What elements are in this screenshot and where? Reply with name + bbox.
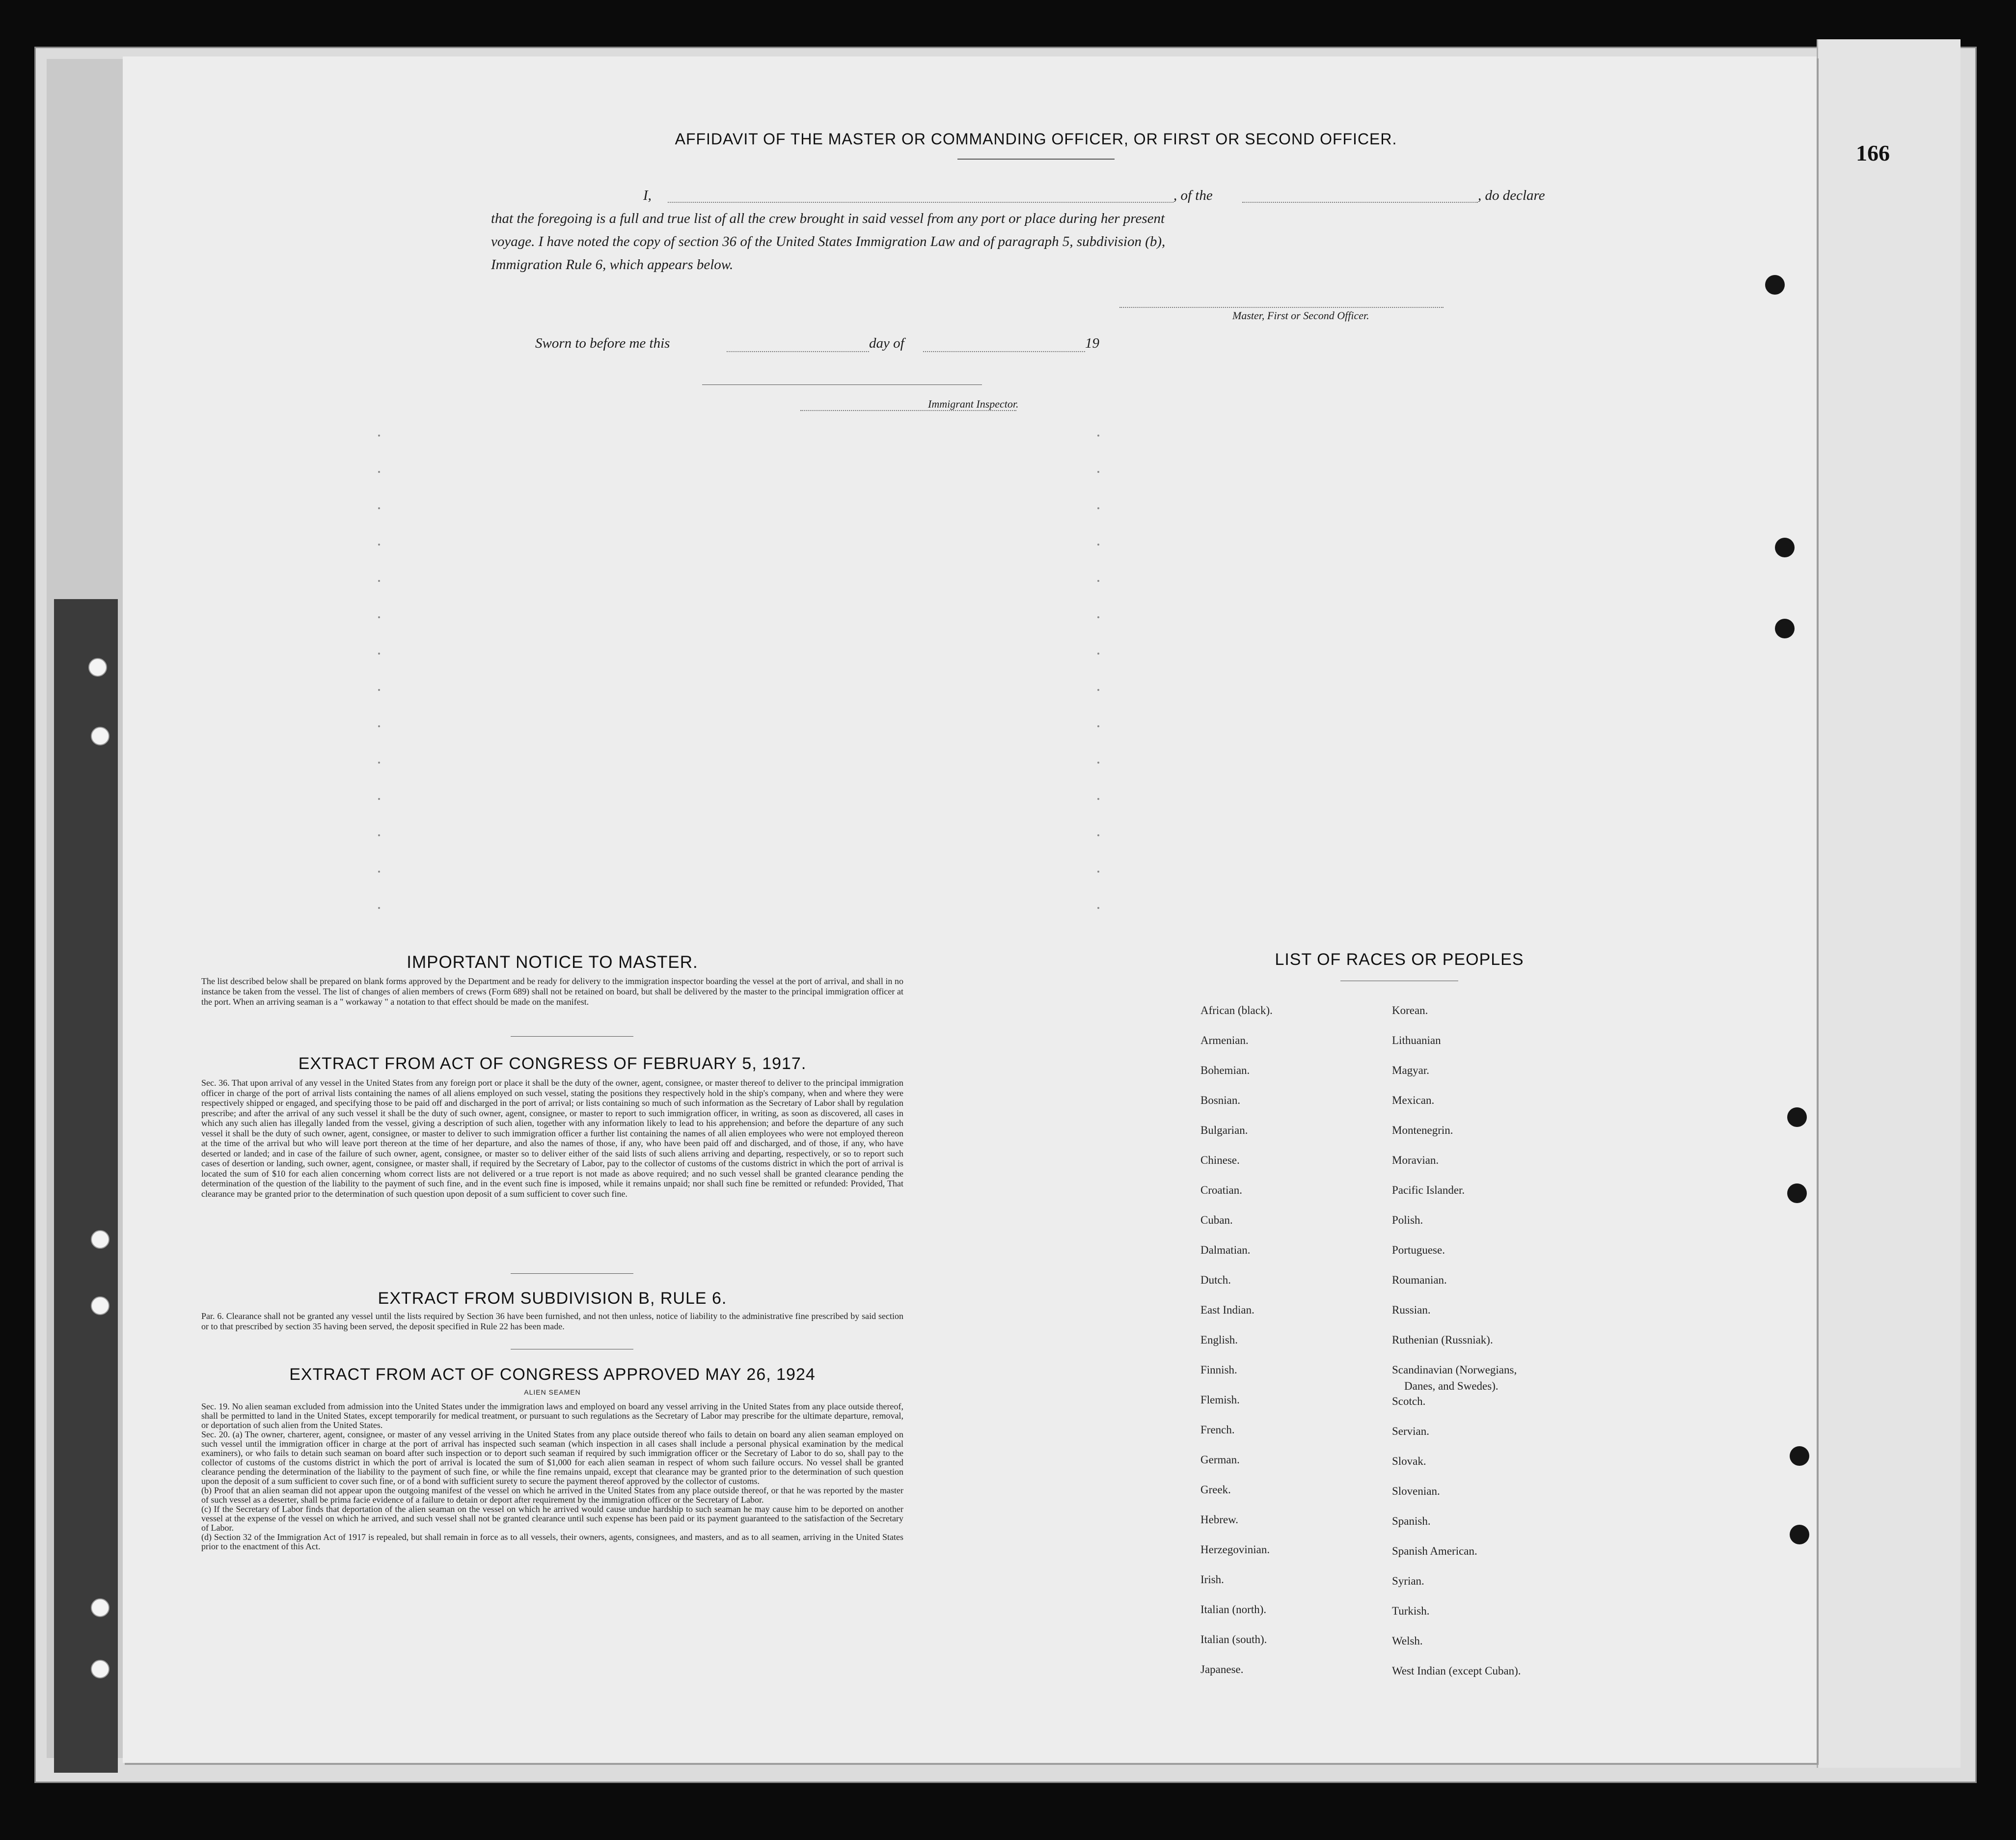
page-number: 166: [1856, 140, 1890, 165]
race-item: Lithuanian: [1392, 1034, 1441, 1046]
extract-1917-text: Sec. 36. That upon arrival of any vessel in the United States from any foreign port or place it shall be the duty of the owner, agent, consignee, or master thereof to deliver to the principal immigration officer in charge of the port of arrival lists containing the names of all aliens employed on such vessel, stating the positions they respectively hold in the ship's company, when and where they were respectively shipped or engaged, and specifying those to be paid off and discharged in the port of arrival; or lists containing so much of such information as the Secretary of Labor shall by regulation prescribe; and after the arrival of any such vessel it shall be the duty of such owner, agent, consignee, or master to report to such immigration officer, in writing, as soon as discovered, all cases in which any such alien has illegally landed from the vessel, giving a description of such alien, together with any information likely to lead to his apprehension; and before the departure of any such vessel it shall be the duty of such owner, agent, consignee, or master to deliver to such immigration officer a further list containing the names of all alien employees who were not employed thereon at the time of the arrival but who will leave port thereon at the time of her departure, and also the names of those, if any, who have been paid off and discharged, and of those, if any, who have deserted or landed; and in case of the failure of such owner, agent, consignee, or master so to deliver either of the said lists of such aliens arriving and departing, respectively, or so to report such cases of desertion or landing, such owner, agent, consignee, or master shall, if required by the Secretary of Labor, pay to the collector of customs of the customs district in which the port of arrival is located the sum of $10 for each alien concerning whom correct lists are not delivered or a true report is not made as above required; and no such vessel shall be granted clearance pending the determination of the question of the liability to the payment of such fine, and in the event such fine is imposed, while it remains unpaid; nor shall such fine be remitted or refunded: Provided, That clearance may be granted prior to the determination of such question upon deposit of a sum sufficient to cover such fine.: [201, 1078, 903, 1199]
extract-rule6-text: Par. 6. Clearance shall not be granted any vessel until the lists required by Section 36 have been furnished, and not then unless, notice of liability to the administrative fine prescribed by said section or to that prescribed by section 35 having been served, the deposit specified in Rule 22 has been made.: [201, 1311, 903, 1331]
binder-hole: [91, 1598, 109, 1617]
race-item: Korean.: [1392, 1004, 1428, 1016]
race-item: Servian.: [1392, 1425, 1430, 1437]
sec-19-paragraph: Sec. 19. No alien seaman excluded from admission into the United States under the immigration laws and employed on board any vessel arriving in the United States from any place outside thereof, shall be permitted to land in the United States, except temporarily for medical treatment, or pursuant to such regulations as the Secretary of Labor may prescribe for the ultimate departure, removal, or deportation of such alien from the United States.: [201, 1401, 903, 1430]
race-item: Hebrew.: [1200, 1513, 1239, 1526]
binder-hole: [1790, 1446, 1809, 1466]
race-item: French.: [1200, 1424, 1235, 1436]
day-of-text: day of: [869, 335, 904, 351]
race-item: Bosnian.: [1200, 1094, 1241, 1106]
race-item: Welsh.: [1392, 1635, 1423, 1647]
column-dot: [1097, 580, 1099, 582]
column-dot: [1097, 616, 1099, 618]
race-item: Spanish American.: [1392, 1545, 1477, 1557]
race-item: Spanish.: [1392, 1515, 1431, 1527]
binder-hole: [1765, 275, 1785, 295]
affidavit-of-the: , of the: [1173, 188, 1213, 203]
affidavit-text: [491, 184, 1576, 276]
column-dot: [1097, 544, 1099, 546]
binder-hole: [91, 1230, 109, 1249]
master-signature-line[interactable]: [1119, 307, 1444, 308]
column-dot: [1097, 507, 1099, 509]
column-dot: [378, 871, 380, 873]
column-dot: [378, 580, 380, 582]
sec-20b-paragraph: (b) Proof that an alien seaman did not appear upon the outgoing manifest of the vessel on which he arrived in the United States from any place outside thereof, or that he was reported by the master of such vessel as a deserter, shall be prima facie evidence of a failure to detain or deport after requirement by the immigration officer or the Secretary of Labor.: [201, 1485, 903, 1505]
column-dot: [1097, 871, 1099, 873]
affidavit-title: AFFIDAVIT OF THE MASTER OR COMMANDING OFFICER, OR FIRST OR SECOND OFFICER.: [675, 130, 1397, 148]
race-item: Slovak.: [1392, 1455, 1426, 1467]
binder-hole: [1775, 538, 1795, 557]
column-dot: [378, 471, 380, 473]
binder-hole: [1787, 1183, 1807, 1203]
race-item: Bulgarian.: [1200, 1124, 1248, 1136]
column-dot: [378, 507, 380, 509]
binder-hole: [91, 1296, 109, 1315]
sec-20a-paragraph: Sec. 20. (a) The owner, charterer, agent, consignee, or master of any vessel arriving in the United States from any place outside thereof who fails to detain on board any alien seaman employed on such vessel until the immigration officer in charge at the port of arrival has inspected such seaman (which inspection in all cases shall include a personal physical examination by the medical examiners), or who fails to detain such seaman on board after such inspection or to deport such seaman if required by such immigration officer or the Secretary of Labor to do so, shall pay to the collector of customs of the customs district in which the port of arrival is located the sum of $1,000 for each alien seaman in respect of whom such failure occurs. No vessel shall be granted clearance pending the determination of the liability to the payment of such fine, or while the fine remains unpaid, except that clearance may be granted prior to the determination of such question upon the deposit of a sum sufficient to cover such fine, or of a bond with sufficient surety to secure the payment thereof approved by the collector of customs.: [201, 1429, 903, 1486]
race-item: Japanese.: [1200, 1663, 1244, 1675]
divider: [957, 159, 1115, 160]
column-dot: [378, 762, 380, 764]
race-item: German.: [1200, 1454, 1240, 1466]
race-item: Moravian.: [1392, 1154, 1439, 1166]
sec-20c-paragraph: (c) If the Secretary of Labor finds that deportation of the alien seaman on the vessel on which he arrived would cause undue hardship to such seaman he may cause him to be deported on another vessel at the expense of the vessel on which he arrived, and such vessel shall not be granted clearance until such expense has been paid or its payment guaranteed to the satisfaction of the Secretary of Labor.: [201, 1504, 903, 1533]
binder-hole: [88, 658, 107, 677]
extract-1924-title: EXTRACT FROM ACT OF CONGRESS APPROVED MAY 26, 1924: [289, 1365, 816, 1384]
sworn-day-blank[interactable]: [727, 351, 869, 352]
column-dot: [378, 435, 380, 437]
vessel-blank[interactable]: [1242, 202, 1478, 203]
affidavit-line3: voyage. I have noted the copy of section 36 of the United States Immigration Law and of paragraph 5, subdivision (b),: [491, 234, 1166, 249]
inspector-signature-label: Immigrant Inspector.: [928, 398, 1019, 410]
race-item: Danes, and Swedes).: [1404, 1380, 1498, 1392]
race-item: Dalmatian.: [1200, 1244, 1251, 1256]
affidavit-i: I,: [643, 188, 652, 203]
affidavit-line2: that the foregoing is a full and true list of all the crew brought in said vessel from any port or place during her present: [491, 211, 1165, 226]
race-item: Scotch.: [1392, 1395, 1426, 1407]
race-item: Turkish.: [1392, 1605, 1430, 1617]
race-item: Chinese.: [1200, 1154, 1240, 1166]
race-item: African (black).: [1200, 1004, 1273, 1016]
column-dot: [1097, 834, 1099, 836]
notice-title: IMPORTANT NOTICE TO MASTER.: [407, 953, 698, 972]
race-item: Ruthenian (Russniak).: [1392, 1334, 1493, 1346]
alien-seamen-subtitle: ALIEN SEAMEN: [524, 1388, 581, 1396]
column-dot: [1097, 435, 1099, 437]
race-item: East Indian.: [1200, 1304, 1254, 1316]
race-item: Italian (north).: [1200, 1603, 1267, 1616]
binder-hole: [91, 1660, 109, 1678]
column-dot: [378, 798, 380, 800]
sec-20d-paragraph: (d) Section 32 of the Immigration Act of 1917 is repealed, but shall remain in force as to all vessels, their owners, agents, consignees, and masters, and as to all seamen, arriving in the United States prior to the enactment of this Act.: [201, 1532, 903, 1551]
race-item: West Indian (except Cuban).: [1392, 1665, 1521, 1677]
race-item: Russian.: [1392, 1304, 1431, 1316]
sworn-text: Sworn to before me this: [535, 335, 670, 351]
stacked-page-edges: [1817, 39, 1961, 1768]
race-item: Bohemian.: [1200, 1064, 1250, 1076]
binder-hole: [1775, 619, 1795, 638]
race-item: Syrian.: [1392, 1575, 1424, 1587]
column-dot: [378, 544, 380, 546]
affidavit-line4: Immigration Rule 6, which appears below.: [491, 257, 734, 273]
column-dot: [378, 616, 380, 618]
notice-text: The list described below shall be prepared on blank forms approved by the Department and be ready for delivery to the immigration inspector boarding the vessel at the port of arrival, and shall in no instance be taken from the vessel. The list of changes of alien members of crews (Form 689) shall not be retained on board, but shall be delivered by the master to the principal immigration officer at the port. When an arriving seaman is a " workaway " a notation to that effect should be made on the manifest.: [201, 976, 903, 1007]
column-dot: [1097, 798, 1099, 800]
race-item: Armenian.: [1200, 1034, 1249, 1046]
column-dot: [378, 689, 380, 691]
race-item: Polish.: [1392, 1214, 1423, 1226]
races-title: LIST OF RACES OR PEOPLES: [1275, 950, 1524, 969]
divider: [511, 1273, 633, 1274]
master-signature-label: Master, First or Second Officer.: [1232, 309, 1369, 322]
binder-hole: [1790, 1525, 1809, 1544]
column-dot: [378, 653, 380, 655]
sworn-month-blank[interactable]: [923, 351, 1085, 352]
race-item: Montenegrin.: [1392, 1124, 1453, 1136]
column-dot: [1097, 653, 1099, 655]
race-item: Roumanian.: [1392, 1274, 1447, 1286]
binder-hole: [1787, 1107, 1807, 1127]
column-dot: [1097, 725, 1099, 727]
race-item: Magyar.: [1392, 1064, 1430, 1076]
extract-1917-title: EXTRACT FROM ACT OF CONGRESS OF FEBRUARY 5, 1917.: [298, 1054, 807, 1073]
column-dot: [1097, 471, 1099, 473]
divider: [511, 1036, 633, 1037]
manifest-page: [123, 56, 1890, 1763]
race-item: Italian (south).: [1200, 1633, 1267, 1646]
column-dot: [378, 907, 380, 909]
column-dot: [378, 834, 380, 836]
column-dot: [1097, 762, 1099, 764]
divider: [702, 384, 982, 385]
column-dot: [1097, 689, 1099, 691]
race-item: Flemish.: [1200, 1394, 1240, 1406]
affidavit-declare: , do declare: [1478, 188, 1545, 203]
race-item: Cuban.: [1200, 1214, 1233, 1226]
race-item: Croatian.: [1200, 1184, 1242, 1196]
race-item: English.: [1200, 1334, 1238, 1346]
binder-hole: [91, 727, 109, 745]
race-item: Herzegovinian.: [1200, 1543, 1270, 1556]
race-item: Greek.: [1200, 1483, 1231, 1496]
binding-shadow: [54, 599, 118, 1773]
year-prefix: 19: [1085, 335, 1099, 351]
column-dot: [378, 725, 380, 727]
race-item: Dutch.: [1200, 1274, 1231, 1286]
race-item: Irish.: [1200, 1573, 1224, 1586]
race-item: Finnish.: [1200, 1364, 1237, 1376]
column-dot: [1097, 907, 1099, 909]
race-item: Portuguese.: [1392, 1244, 1445, 1256]
name-blank[interactable]: [668, 202, 1173, 203]
race-item: Mexican.: [1392, 1094, 1435, 1106]
race-item: Slovenian.: [1392, 1485, 1440, 1497]
extract-rule6-title: EXTRACT FROM SUBDIVISION B, RULE 6.: [378, 1289, 727, 1308]
race-item: Pacific Islander.: [1392, 1184, 1465, 1196]
race-item: Scandinavian (Norwegians,: [1392, 1364, 1517, 1376]
extract-1924-text: [201, 1402, 903, 1551]
